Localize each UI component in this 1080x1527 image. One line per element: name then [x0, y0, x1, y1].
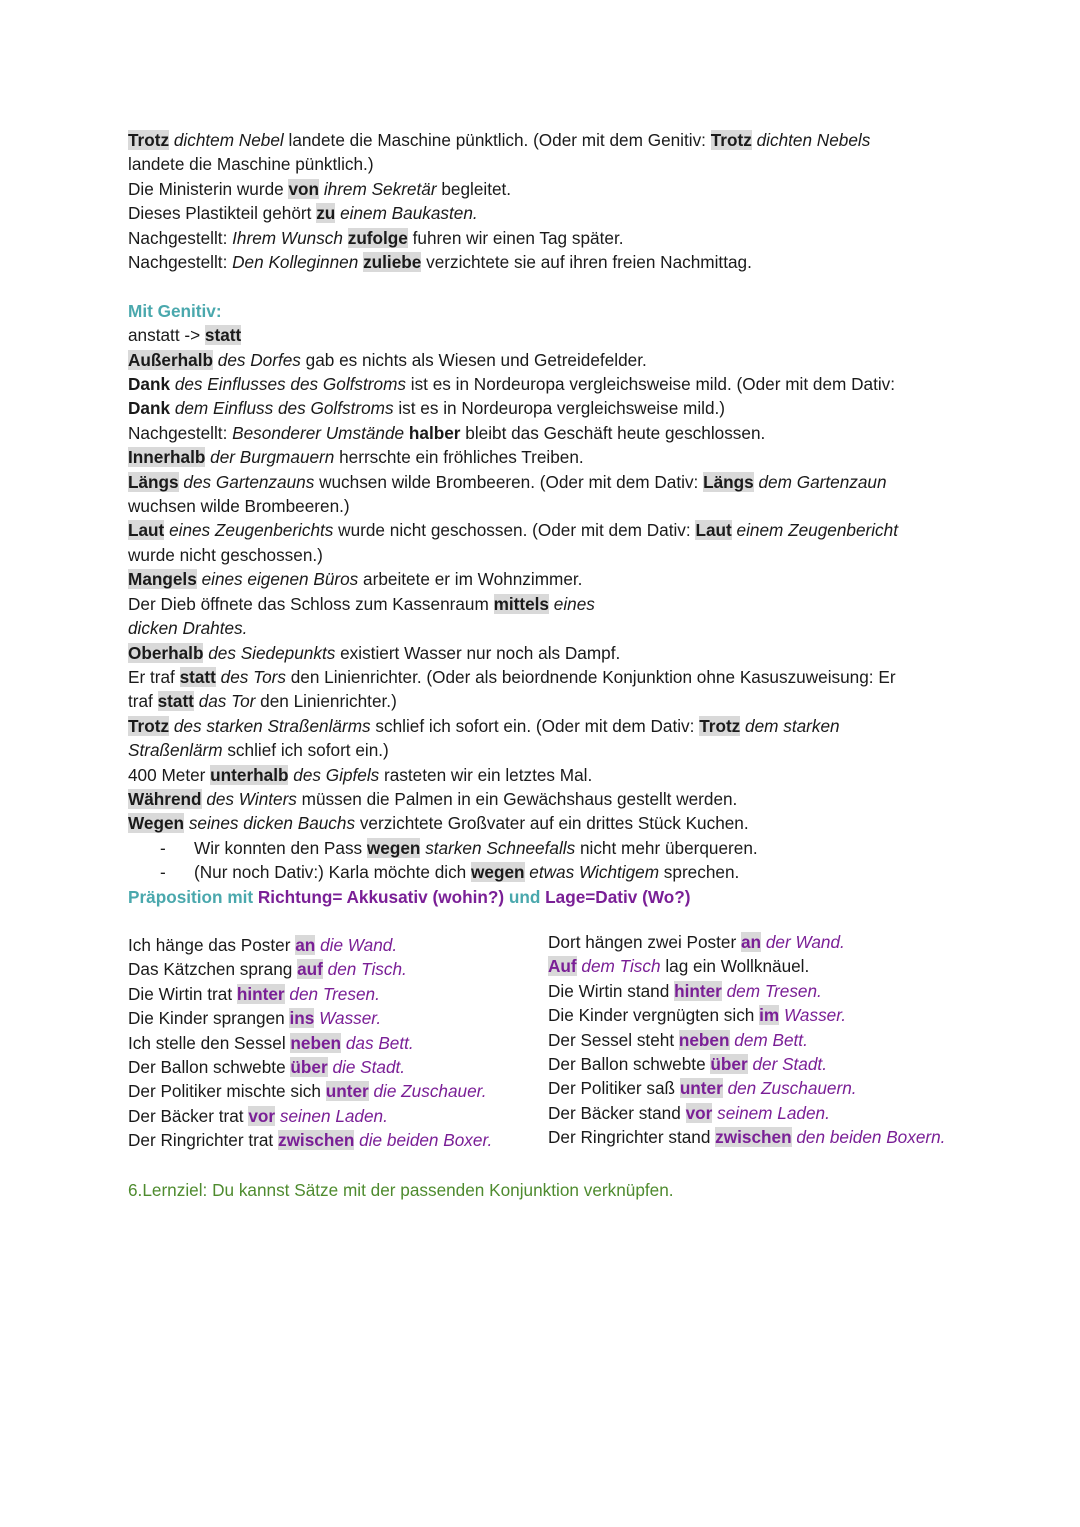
text-line: Dank des Einflusses des Golfstroms ist es in Nordeuropa vergleichsweise mild. (Oder mit dem Dativ:	[128, 374, 896, 395]
list-item: Der Ballon schwebte über die Stadt.	[128, 1057, 406, 1078]
akkusativ-column	[128, 933, 548, 1153]
list-item: Die Wirtin stand hinter dem Tresen.	[548, 980, 822, 1001]
list-item: Die Kinder sprangen ins Wasser.	[128, 1008, 382, 1029]
list-item: - Wir konnten den Pass wegen starken Schneefalls nicht mehr überqueren.	[160, 837, 758, 858]
text-line: anstatt -> statt	[128, 325, 242, 346]
text-line: Dieses Plastikteil gehört zu einem Baukasten.	[128, 203, 478, 224]
lernziel-heading: 6.Lernziel: Du kannst Sätze mit der passenden Konjunktion verknüpfen.	[128, 1179, 674, 1200]
text-line: Oberhalb des Siedepunkts existiert Wasser nur noch als Dampf.	[128, 642, 621, 663]
list-item: Der Bäcker trat vor seinen Laden.	[128, 1105, 388, 1126]
dativ-column	[548, 930, 1008, 1153]
text-line: Die Ministerin wurde von ihrem Sekretär begleitet.	[128, 178, 512, 199]
text-line: Trotz dichtem Nebel landete die Maschine pünktlich. (Oder mit dem Genitiv: Trotz dichten Nebels	[128, 130, 871, 150]
two-column-examples	[128, 933, 1008, 1153]
genitiv-section	[128, 299, 1008, 885]
text-line: Mangels eines eigenen Büros arbeitete er im Wohnzimmer.	[128, 569, 583, 590]
text-line: traf statt das Tor den Linienrichter.)	[128, 691, 397, 712]
section-heading: Mit Genitiv:	[128, 300, 222, 321]
text-line: Wegen seines dicken Bauchs verzichtete Großvater auf ein drittes Stück Kuchen.	[128, 813, 749, 834]
text-line: Außerhalb des Dorfes gab es nichts als Wiesen und Getreidefelder.	[128, 349, 647, 370]
text-line: 400 Meter unterhalb des Gipfels rasteten wir ein letztes Mal.	[128, 764, 593, 785]
list-item: Ich hänge das Poster an die Wand.	[128, 934, 398, 955]
list-item: Der Sessel steht neben dem Bett.	[548, 1029, 808, 1050]
text-line: Straßenlärm schlief ich sofort ein.)	[128, 740, 389, 761]
list-item: Auf dem Tisch lag ein Wollknäuel.	[548, 956, 810, 977]
dativ-examples	[128, 128, 1008, 274]
text-line: wurde nicht geschossen.)	[128, 544, 323, 565]
text-line: Nachgestellt: Ihrem Wunsch zufolge fuhren wir einen Tag später.	[128, 227, 624, 248]
list-item: Ich stelle den Sessel neben das Bett.	[128, 1032, 414, 1053]
text-line: Der Dieb öffnete das Schloss zum Kassenraum mittels eines	[128, 593, 595, 614]
list-item: Dort hängen zwei Poster an der Wand.	[548, 931, 845, 952]
list-item: Der Bäcker stand vor seinem Laden.	[548, 1102, 830, 1123]
text-line: dicken Drahtes.	[128, 618, 248, 639]
list-item: Der Ringrichter trat zwischen die beiden Boxer.	[128, 1130, 493, 1151]
list-item: Der Politiker mischte sich unter die Zuschauer.	[128, 1081, 487, 1102]
text-line: wuchsen wilde Brombeeren.)	[128, 496, 350, 517]
list-item: Der Ballon schwebte über der Stadt.	[548, 1054, 827, 1075]
list-item: Die Wirtin trat hinter den Tresen.	[128, 983, 380, 1004]
text-line: Während des Winters müssen die Palmen in ein Gewächshaus gestellt werden.	[128, 788, 738, 809]
wechsel-heading: Präposition mit Richtung= Akkusativ (wohin?) und Lage=Dativ (Wo?)	[128, 886, 691, 907]
list-item: - (Nur noch Dativ:) Karla möchte dich wegen etwas Wichtigem sprechen.	[160, 862, 740, 883]
text-line: Innerhalb der Burgmauern herrschte ein fröhliches Treiben.	[128, 447, 584, 468]
list-item: Der Ringrichter stand zwischen den beiden Boxern.	[548, 1127, 946, 1148]
text-line: Trotz des starken Straßenlärms schlief ich sofort ein. (Oder mit dem Dativ: Trotz dem starken	[128, 715, 840, 736]
text-line: Nachgestellt: Den Kolleginnen zuliebe verzichtete sie auf ihren freien Nachmittag.	[128, 252, 752, 273]
list-item: Der Politiker saß unter den Zuschauern.	[548, 1078, 857, 1099]
document-page	[128, 128, 1008, 1202]
text-line: Längs des Gartenzauns wuchsen wilde Brombeeren. (Oder mit dem Dativ: Längs dem Gartenzaun	[128, 471, 887, 492]
list-item: Die Kinder vergnügten sich im Wasser.	[548, 1005, 847, 1026]
text-line: Laut eines Zeugenberichts wurde nicht geschossen. (Oder mit dem Dativ: Laut einem Zeugenbericht	[128, 520, 898, 541]
text-line: Er traf statt des Tors den Linienrichter. (Oder als beiordnende Konjunktion ohne Kasuszuweisung: Er	[128, 666, 896, 687]
text-line: landete die Maschine pünktlich.)	[128, 154, 374, 175]
list-item: Das Kätzchen sprang auf den Tisch.	[128, 959, 407, 980]
text-line: Nachgestellt: Besonderer Umstände halber bleibt das Geschäft heute geschlossen.	[128, 422, 766, 443]
text-line: Dank dem Einfluss des Golfstroms ist es in Nordeuropa vergleichsweise mild.)	[128, 398, 726, 419]
